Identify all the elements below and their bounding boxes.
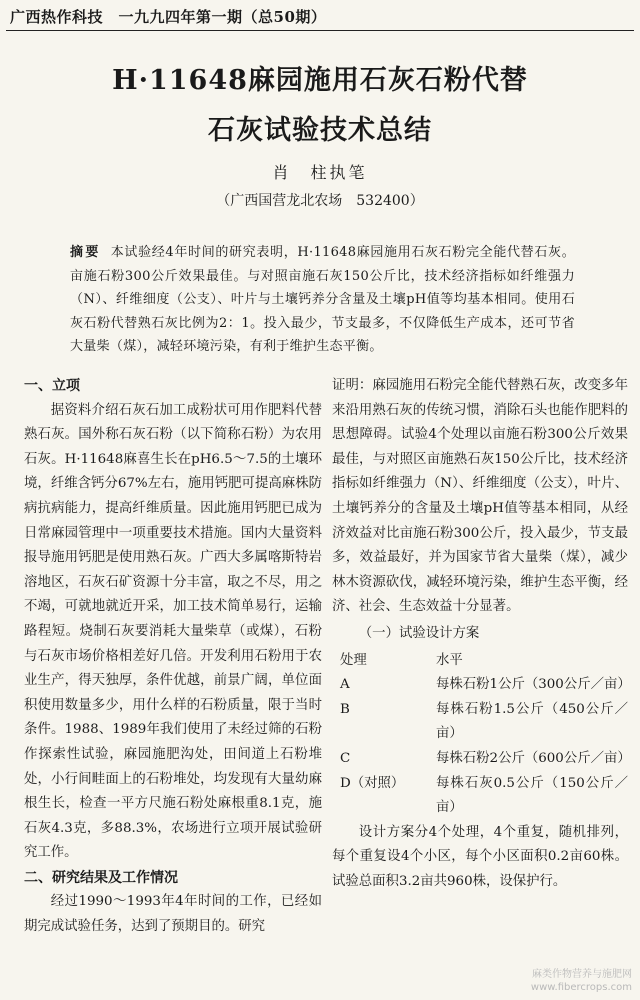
site-watermark <box>531 968 632 994</box>
table-cell-level: 每株石粉1公斤（300公斤／亩） <box>436 677 631 693</box>
abstract <box>70 241 575 359</box>
table-cell-treatment: B <box>340 701 350 717</box>
section2-text: 经过1990～1993年4年时间的工作，已经如期完成试验任务，达到了预期目的。研究 <box>24 894 322 935</box>
table-header-level: 水平 <box>436 652 463 668</box>
watermark-line2: www.fibercrops.com <box>530 982 632 993</box>
table-cell-treatment: A <box>340 677 350 693</box>
right-column-text: 证明：麻园施用石粉完全能代替熟石灰，改变多年来沿用熟石灰的传统习惯，消除石头也能作肥料的思想障碍。试验4个处理以亩施石粉300公斤效果最佳，与对照区亩施熟石灰150公斤比，技术经济指标如纤维强力（N）、纤维细度（公支），叶片、土壤钙养分的含量及土壤pH值等基本相同，从经济效益对比亩施石粉300公斤，投入最少，节支最多，效益最好，并为国家节省大量柴（煤），减少林木资源砍伐，减轻环境污染，维护生态平衡，经济、社会、生态效益十分显著。 <box>332 378 628 615</box>
table-cell-level: 每株石灰0.5公斤（150公斤／亩） <box>436 775 628 816</box>
article-title-line1: H·11648麻园施用石灰石粉代替 <box>112 65 528 96</box>
design-title: （一）试验设计方案 <box>358 625 480 641</box>
section2-heading: 二、研究结果及工作情况 <box>24 869 178 886</box>
section1-text: 据资料介绍石灰石加工成粉状可用作肥料代替熟石灰。国外称石灰石粉（以下简称石粉）为农用石灰。H·11648麻喜生长在pH6.5～7.5的土壤环境，纤维含钙分67%左右，施用钙肥可提高麻株防病抗病能力，提高纤维质量。因此施用钙肥已成为日常麻园管理中一项重要技术措施。国内大量资料报导施用钙肥是使用熟石灰。广西大多属喀斯特岩溶地区，石灰石矿资源十分丰富，取之不尽，用之不竭，可就地就近开采，加工技术简单易行，运输路程短。烧制石灰要消耗大量柴草（或煤），石粉与石灰市场价格相差好几倍。开发利用石粉用于农业生产，得天独厚，条件优越，前景广阔，单位面积使用数量多少，用什么样的石粉质量，限于当时条件。1988、1989年我们使用了未经过筛的石粉作探索性试验，麻园施肥沟处，田间道上石粉堆处，小行间畦面上的石粉堆处，均发现有大量幼麻根生长，检查一平方尺施石粉处麻根重8.1克，施石灰4.3克，多88.3%，农场进行立项开展试验研究工作。 <box>24 402 322 861</box>
table-cell-level: 每株石粉1.5公斤（450公斤／亩） <box>436 701 628 742</box>
table-cell-treatment: C <box>340 750 351 766</box>
table-cell-level: 每株石粉2公斤（600公斤／亩） <box>436 750 631 766</box>
header-rule <box>6 30 634 31</box>
right-column <box>332 374 631 894</box>
table-row <box>332 698 628 747</box>
affiliation: （广西国营龙北农场 532400） <box>216 193 424 209</box>
abstract-label: 摘要 <box>70 245 101 260</box>
left-column <box>24 374 322 940</box>
table-row <box>332 772 628 821</box>
abstract-text: 本试验经4年时间的研究表明，H·11648麻园施用石灰石粉完全能代替石灰。亩施石粉300公斤效果最佳。与对照亩施石灰150公斤比，技术经济指标如纤维强力（N）、纤维细度（公支）、叶片与土壤钙养分含量及土壤pH值等均基本相同。使用石灰石粉代替熟石灰比例为2：1。投入最少，节支最多，不仅降低生产成本，还可节省大量柴（煤），减轻环境污染，有利于维护生态平衡。 <box>70 245 575 355</box>
article-title-line2: 石灰试验技术总结 <box>208 115 432 146</box>
table-cell-treatment: D（对照） <box>340 775 405 791</box>
design-note: 设计方案分4个处理，4个重复，随机排列，每个重复设4个小区，每个小区面积0.2亩60株。试验总面积3.2亩共960株，设保护行。 <box>332 824 628 889</box>
section1-heading: 一、立项 <box>24 378 80 394</box>
table-row <box>332 747 628 772</box>
watermark-line1: 麻类作物营养与施肥网 <box>532 969 632 980</box>
journal-header: 广西热作科技 一九九四年第一期（总50期） <box>10 8 327 26</box>
table-header-treatment: 处理 <box>340 652 367 668</box>
table-row <box>332 673 628 698</box>
table-header-row <box>332 649 628 674</box>
design-table <box>332 649 631 821</box>
author: 肖 柱执笔 <box>272 163 368 182</box>
